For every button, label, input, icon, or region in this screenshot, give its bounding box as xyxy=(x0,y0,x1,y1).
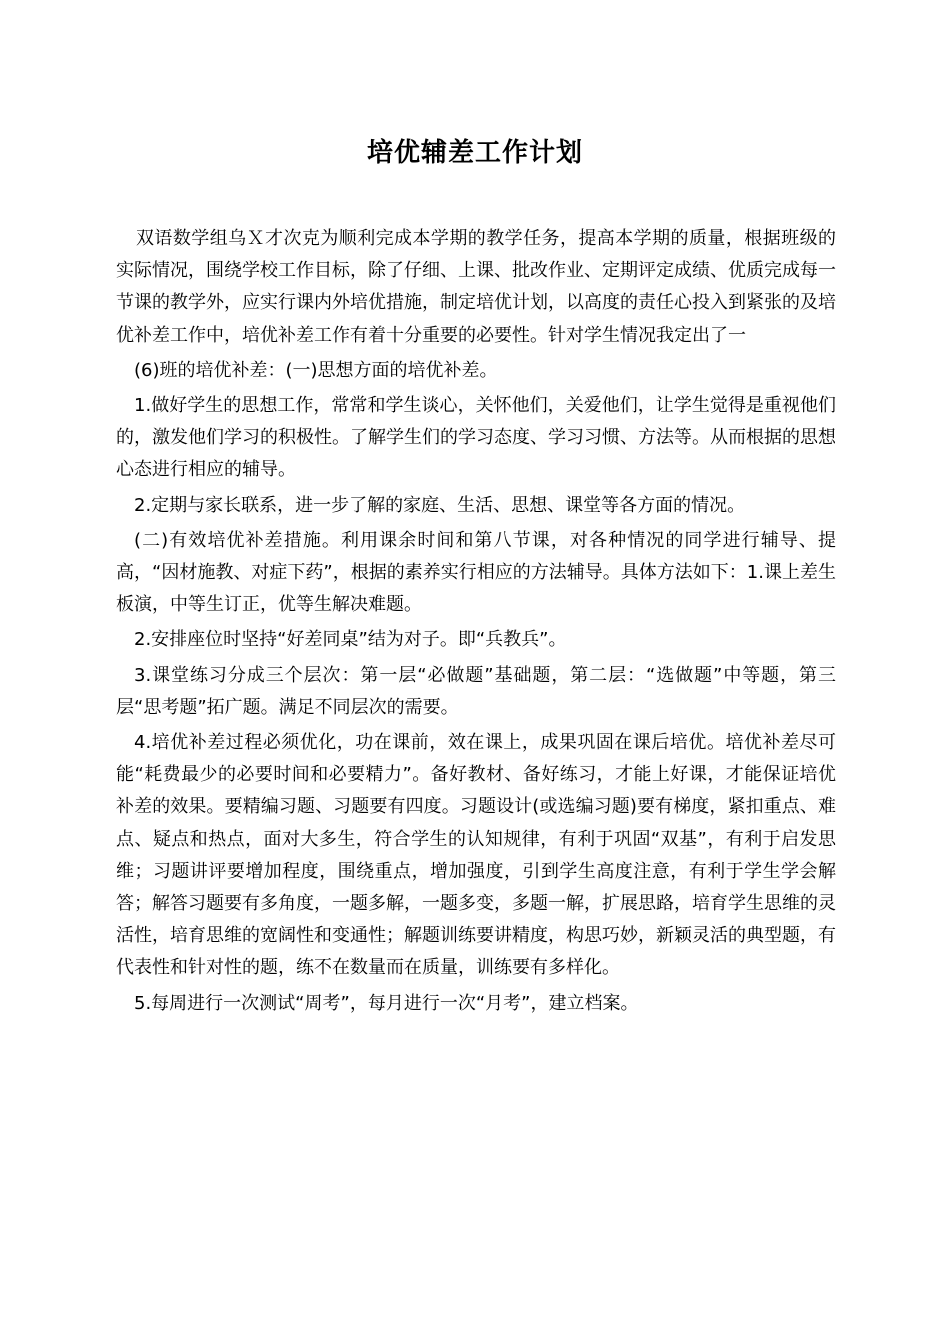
paragraph-measures: (二)有效培优补差措施。利用课余时间和第八节课，对各种情况的同学进行辅导、提高，“因材施教、对症下药”，根据的素养实行相应的方法辅导。具体方法如下：1.课上差生板演，中等生订正，优等生解决难题。 xyxy=(116,529,836,616)
paragraph-measure-3: 3.课堂练习分成三个层次：第一层“必做题”基础题，第二层：“选做题”中等题，第三层“思考题”拓广题。满足不同层次的需要。 xyxy=(116,664,836,718)
paragraph-intro: 双语数学组乌Ｘ才次克为顺利完成本学期的教学任务，提高本学期的质量，根据班级的实际情况，围绕学校工作目标，除了仔细、上课、批改作业、定期评定成绩、优质完成每一节课的教学外，应实行课内外培优措施，制定培优计划，以高度的责任心投入到紧张的及培优补差工作中，培优补差工作有着十分重要的必要性。针对学生情况我定出了一 xyxy=(116,228,836,346)
paragraph-measure-5: 5.每周进行一次测试“周考”，每月进行一次“月考”，建立档案。 xyxy=(134,992,639,1014)
paragraph-class-heading: (6)班的培优补差：(一)思想方面的培优补差。 xyxy=(134,359,498,381)
page-title: 培优辅差工作计划 xyxy=(366,138,583,168)
paragraph-measure-2: 2.安排座位时坚持“好差同桌”结为对子。即“兵教兵”。 xyxy=(134,629,567,651)
document-body xyxy=(116,223,836,1020)
paragraph-item-1: 1.做好学生的思想工作，常常和学生谈心，关怀他们，关爱他们，让学生觉得是重视他们的，激发他们学习的积极性。了解学生们的学习态度、学习习惯、方法等。从而根据的思想心态进行相应的辅导。 xyxy=(116,395,836,481)
paragraph-measure-4: 4.培优补差过程必须优化，功在课前，效在课上，成果巩固在课后培优。培优补差尽可能“耗费最少的必要时间和必要精力”。备好教材、备好练习，才能上好课，才能保证培优补差的效果。要精编习题、习题要有四度。习题设计(或选编习题)要有梯度，紧扣重点、难点、疑点和热点，面对大多生，符合学生的认知规律，有利于巩固“双基”，有利于启发思维；习题讲评要增加程度，围绕重点，增加强度，引到学生高度注意，有利于学生学会解答；解答习题要有多角度，一题多解，一题多变，多题一解，扩展思路，培育学生思维的灵活性，培育思维的宽阔性和变通性；解题训练要讲精度，构思巧妙，新颖灵活的典型题，有代表性和针对性的题，练不在数量而在质量，训练要有多样化。 xyxy=(116,732,836,979)
paragraph-item-2: 2.定期与家长联系，进一步了解的家庭、生活、思想、课堂等各方面的情况。 xyxy=(134,494,746,516)
